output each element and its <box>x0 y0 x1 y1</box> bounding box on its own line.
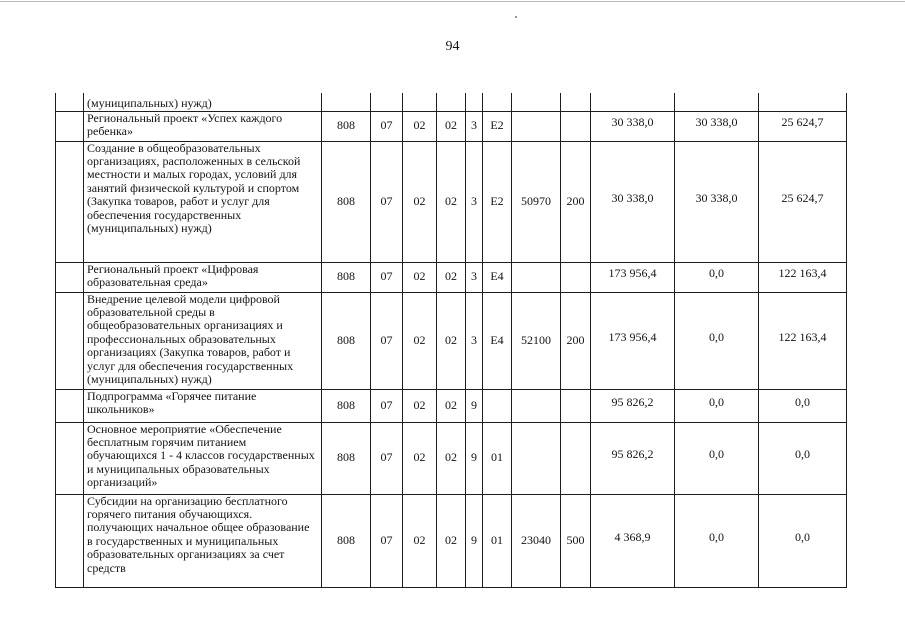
amount-2 <box>675 93 759 111</box>
admin-code: 808 <box>322 292 371 389</box>
subsection-code: 02 <box>403 141 437 262</box>
item-name: Создание в общеобразовательных организациях, расположенных в сельской местности и малых городах, условий для занятий физической культурой и спортом (Закупка товаров, работ и услуг для обеспечения государственных (муниципальных) нужд) <box>84 141 322 262</box>
amount-2-value: 0,0 <box>709 394 724 409</box>
program-code: 02 <box>437 292 466 389</box>
section-code: 07 <box>371 141 403 262</box>
amount-3-value: 0,0 <box>795 394 810 409</box>
amount-3 <box>759 141 847 262</box>
project-code: 01 <box>483 494 512 587</box>
item-name: Основное мероприятие «Обеспечение бесплатным горячим питанием обучающихся 1 - 4 классов государственных и муниципальных образовательных организаций» <box>84 422 322 494</box>
scan-speck <box>515 16 517 18</box>
amount-2-value: 0,0 <box>709 266 724 281</box>
subsection-code: 02 <box>403 292 437 389</box>
amount-1 <box>591 389 675 422</box>
amount-2 <box>675 422 759 494</box>
section-code: 07 <box>371 389 403 422</box>
amount-3 <box>759 262 847 292</box>
amount-2 <box>675 141 759 262</box>
amount-2 <box>675 389 759 422</box>
program-code: 02 <box>437 141 466 262</box>
admin-code: 808 <box>322 494 371 587</box>
subsection-code: 02 <box>403 422 437 494</box>
project-code <box>483 389 512 422</box>
target-article-code <box>512 389 561 422</box>
amount-3-value: 0,0 <box>795 529 810 544</box>
program-code: 02 <box>437 262 466 292</box>
amount-3-value: 0,0 <box>795 447 810 462</box>
expense-type-code <box>561 389 591 422</box>
item-name: Региональный проект «Цифровая образовательная среда» <box>84 262 322 292</box>
expense-type-code <box>561 111 591 141</box>
section-code: 07 <box>371 422 403 494</box>
program-code: 02 <box>437 389 466 422</box>
expense-type-code: 200 <box>561 141 591 262</box>
subprogram-code: 3 <box>466 111 483 141</box>
table-row <box>56 141 847 262</box>
amount-1-value: 173 956,4 <box>608 329 657 344</box>
table-row <box>56 111 847 141</box>
amount-3-value: 122 163,4 <box>778 329 827 344</box>
admin-code: 808 <box>322 141 371 262</box>
amount-3 <box>759 292 847 389</box>
admin-code: 808 <box>322 111 371 141</box>
page-number: 94 <box>445 39 460 54</box>
item-name: (муниципальных) нужд) <box>84 93 322 111</box>
amount-3 <box>759 93 847 111</box>
item-name: Внедрение целевой модели цифровой образовательной среды в общеобразовательных организациях и профессиональных образовательных организациях (Закупка товаров, работ и услуг для обеспечения государственных (муниципальных) нужд) <box>84 292 322 389</box>
subprogram-code: 3 <box>466 141 483 262</box>
amount-2-value: 0,0 <box>709 529 724 544</box>
project-code: E4 <box>483 292 512 389</box>
amount-2-value: 30 338,0 <box>695 115 738 130</box>
page-top-edge <box>0 1 905 2</box>
amount-2-value: 0,0 <box>709 329 724 344</box>
row-index-cell <box>56 111 84 141</box>
row-index-cell <box>56 494 84 587</box>
item-name: Подпрограмма «Горячее питание школьников» <box>84 389 322 422</box>
section-code: 07 <box>371 262 403 292</box>
admin-code: 808 <box>322 389 371 422</box>
amount-1 <box>591 262 675 292</box>
amount-1-value: 4 368,9 <box>614 529 651 544</box>
admin-code <box>322 93 371 111</box>
amount-1 <box>591 111 675 141</box>
amount-2 <box>675 111 759 141</box>
table-row <box>56 262 847 292</box>
project-code: E4 <box>483 262 512 292</box>
subprogram-code: 3 <box>466 262 483 292</box>
subsection-code: 02 <box>403 389 437 422</box>
expense-type-code: 200 <box>561 292 591 389</box>
row-index-cell <box>56 422 84 494</box>
target-article-code: 52100 <box>512 292 561 389</box>
amount-1 <box>591 292 675 389</box>
row-index-cell <box>56 141 84 262</box>
admin-code: 808 <box>322 262 371 292</box>
program-code: 02 <box>437 111 466 141</box>
item-name: Субсидии на организацию бесплатного горячего питания обучающихся. получающих начальное общее образование в государственных и муниципальных образовательных организациях за счет средств <box>84 494 322 587</box>
amount-3 <box>759 422 847 494</box>
budget-table <box>55 93 847 588</box>
amount-3 <box>759 111 847 141</box>
table-row <box>56 389 847 422</box>
row-index-cell <box>56 389 84 422</box>
section-code: 07 <box>371 494 403 587</box>
subprogram-code: 9 <box>466 422 483 494</box>
amount-3-value: 25 624,7 <box>781 115 824 130</box>
amount-2 <box>675 292 759 389</box>
amount-1 <box>591 141 675 262</box>
table-row <box>56 422 847 494</box>
program-code: 02 <box>437 494 466 587</box>
amount-1-value: 30 338,0 <box>611 115 654 130</box>
amount-1 <box>591 494 675 587</box>
project-code <box>483 93 512 111</box>
project-code: E2 <box>483 111 512 141</box>
expense-type-code: 500 <box>561 494 591 587</box>
table-row <box>56 93 847 111</box>
amount-1-value: 173 956,4 <box>608 266 657 281</box>
target-article-code: 50970 <box>512 141 561 262</box>
amount-1 <box>591 422 675 494</box>
amount-1-value: 95 826,2 <box>611 447 654 462</box>
section-code: 07 <box>371 292 403 389</box>
subsection-code: 02 <box>403 494 437 587</box>
row-index-cell <box>56 292 84 389</box>
expense-type-code <box>561 93 591 111</box>
amount-3 <box>759 494 847 587</box>
target-article-code <box>512 93 561 111</box>
subprogram-code <box>466 93 483 111</box>
row-index-cell <box>56 93 84 111</box>
subsection-code <box>403 93 437 111</box>
amount-1 <box>591 93 675 111</box>
amount-1-value: 95 826,2 <box>611 394 654 409</box>
admin-code: 808 <box>322 422 371 494</box>
amount-1-value: 30 338,0 <box>611 190 654 205</box>
project-code: 01 <box>483 422 512 494</box>
table-row <box>56 494 847 587</box>
subprogram-code: 9 <box>466 389 483 422</box>
subsection-code: 02 <box>403 262 437 292</box>
amount-3-value: 122 163,4 <box>778 266 827 281</box>
target-article-code <box>512 422 561 494</box>
section-code: 07 <box>371 111 403 141</box>
row-index-cell <box>56 262 84 292</box>
subsection-code: 02 <box>403 111 437 141</box>
amount-2-value: 0,0 <box>709 447 724 462</box>
target-article-code <box>512 111 561 141</box>
amount-3-value: 25 624,7 <box>781 190 824 205</box>
amount-2-value: 30 338,0 <box>695 190 738 205</box>
expense-type-code <box>561 422 591 494</box>
amount-2 <box>675 262 759 292</box>
subprogram-code: 3 <box>466 292 483 389</box>
program-code: 02 <box>437 422 466 494</box>
target-article-code <box>512 262 561 292</box>
amount-3 <box>759 389 847 422</box>
program-code <box>437 93 466 111</box>
section-code <box>371 93 403 111</box>
expense-type-code <box>561 262 591 292</box>
amount-2 <box>675 494 759 587</box>
table-row <box>56 292 847 389</box>
target-article-code: 23040 <box>512 494 561 587</box>
item-name: Региональный проект «Успех каждого ребенка» <box>84 111 322 141</box>
subprogram-code: 9 <box>466 494 483 587</box>
project-code: E2 <box>483 141 512 262</box>
